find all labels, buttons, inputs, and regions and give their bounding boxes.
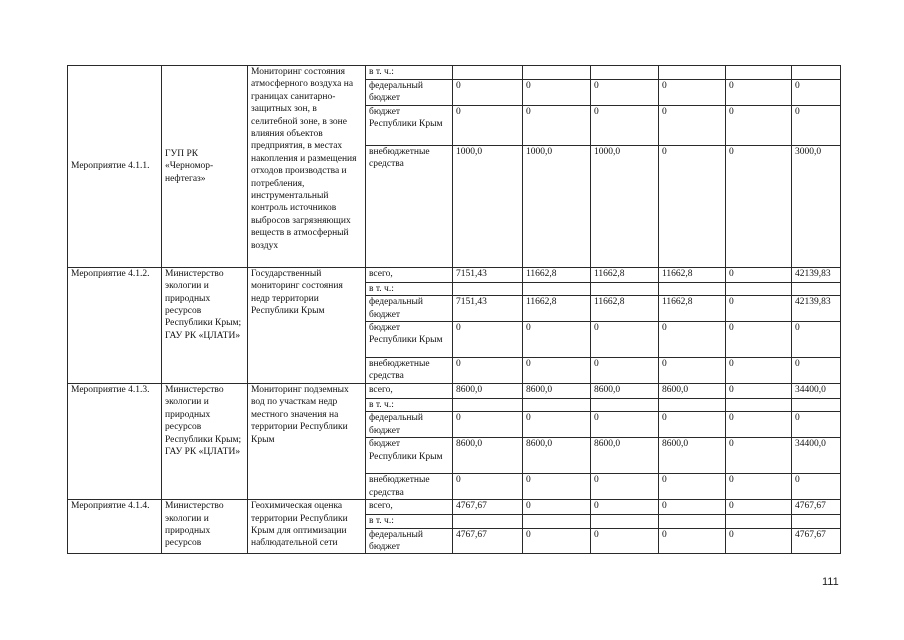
- amount-cell: 0: [591, 412, 659, 438]
- funding-source-cell: федеральный бюджет: [366, 412, 453, 438]
- funding-source-cell: бюджет Республики Крым: [366, 105, 453, 145]
- amount-cell: 0: [453, 358, 523, 384]
- amount-cell: 11662,8: [659, 267, 726, 282]
- amount-cell: [591, 66, 659, 80]
- amount-cell: 8600,0: [453, 438, 523, 474]
- amount-cell: 11662,8: [591, 267, 659, 282]
- amount-cell: 0: [591, 500, 659, 515]
- table-row: [68, 267, 841, 282]
- amount-cell: 0: [659, 474, 726, 500]
- amount-cell: 0: [591, 322, 659, 358]
- amount-cell: 7151,43: [453, 267, 523, 282]
- amount-cell: [591, 515, 659, 528]
- amount-cell: [453, 515, 523, 528]
- funding-source-cell: всего,: [366, 267, 453, 282]
- amount-cell: [523, 66, 591, 80]
- amount-cell: 0: [726, 322, 792, 358]
- funding-source-cell: в т. ч.:: [366, 515, 453, 528]
- amount-cell: 0: [523, 528, 591, 554]
- amount-cell: 0: [726, 267, 792, 282]
- amount-cell: 0: [792, 105, 841, 145]
- description-cell: Государственный мониторинг состояния недр территории Республики Крым: [248, 267, 366, 383]
- funding-source-cell: бюджет Республики Крым: [366, 322, 453, 358]
- amount-cell: 8600,0: [523, 438, 591, 474]
- amount-cell: 0: [726, 384, 792, 399]
- amount-cell: 0: [726, 80, 792, 106]
- amount-cell: 4767,67: [792, 500, 841, 515]
- amount-cell: 0: [523, 358, 591, 384]
- amount-cell: 8600,0: [591, 384, 659, 399]
- amount-cell: 0: [659, 528, 726, 554]
- amount-cell: 11662,8: [659, 296, 726, 322]
- amount-cell: 0: [792, 358, 841, 384]
- description-cell: Геохимическая оценка территории Республики Крым для оптимизации наблюдательной сети: [248, 500, 366, 554]
- measure-cell: Мероприятие 4.1.1.: [68, 66, 162, 268]
- amount-cell: 0: [453, 105, 523, 145]
- amount-cell: 0: [591, 528, 659, 554]
- amount-cell: 1000,0: [591, 145, 659, 267]
- amount-cell: 42139,83: [792, 296, 841, 322]
- table-row: [68, 66, 841, 80]
- description-cell: Мониторинг состояния атмосферного воздуха на границах санитарно-защитных зон, в селитебной зоне, в зоне влияния объектов предприятия, в местах накопления и размещения отходов производства и потребления, инструментальный контроль источников выбросов загрязняющих веществ в атмосферный воздух: [248, 66, 366, 268]
- amount-cell: 0: [726, 528, 792, 554]
- amount-cell: 0: [591, 105, 659, 145]
- amount-cell: 1000,0: [453, 145, 523, 267]
- funding-source-cell: федеральный бюджет: [366, 296, 453, 322]
- amount-cell: 8600,0: [659, 384, 726, 399]
- amount-cell: 4767,67: [453, 528, 523, 554]
- funding-source-cell: бюджет Республики Крым: [366, 438, 453, 474]
- amount-cell: 0: [792, 412, 841, 438]
- table-body: [68, 66, 841, 554]
- amount-cell: [453, 66, 523, 80]
- amount-cell: [591, 399, 659, 412]
- amount-cell: 0: [453, 80, 523, 106]
- amount-cell: 0: [523, 80, 591, 106]
- amount-cell: [591, 282, 659, 295]
- amount-cell: 0: [726, 105, 792, 145]
- amount-cell: [659, 282, 726, 295]
- amount-cell: 3000,0: [792, 145, 841, 267]
- amount-cell: [726, 399, 792, 412]
- amount-cell: 0: [726, 412, 792, 438]
- amount-cell: 0: [523, 322, 591, 358]
- amount-cell: [523, 399, 591, 412]
- amount-cell: [659, 515, 726, 528]
- amount-cell: 11662,8: [591, 296, 659, 322]
- amount-cell: [659, 399, 726, 412]
- amount-cell: 8600,0: [453, 384, 523, 399]
- amount-cell: 0: [591, 474, 659, 500]
- funding-source-cell: в т. ч.:: [366, 66, 453, 80]
- funding-source-cell: внебюджетные средства: [366, 358, 453, 384]
- amount-cell: 0: [591, 358, 659, 384]
- amount-cell: 0: [659, 358, 726, 384]
- amount-cell: 0: [659, 500, 726, 515]
- funding-source-cell: федеральный бюджет: [366, 80, 453, 106]
- amount-cell: 8600,0: [591, 438, 659, 474]
- amount-cell: 0: [659, 145, 726, 267]
- funding-source-cell: всего,: [366, 500, 453, 515]
- amount-cell: 0: [726, 358, 792, 384]
- funding-source-cell: в т. ч.:: [366, 399, 453, 412]
- amount-cell: 0: [792, 322, 841, 358]
- page-number: 111: [822, 576, 839, 588]
- amount-cell: [792, 399, 841, 412]
- measure-cell: Мероприятие 4.1.2.: [68, 267, 162, 383]
- amount-cell: 0: [792, 80, 841, 106]
- funding-table: [67, 65, 841, 554]
- amount-cell: 0: [726, 438, 792, 474]
- amount-cell: 34400,0: [792, 438, 841, 474]
- amount-cell: 0: [726, 145, 792, 267]
- amount-cell: 0: [523, 105, 591, 145]
- amount-cell: [523, 282, 591, 295]
- amount-cell: [726, 515, 792, 528]
- amount-cell: 0: [726, 500, 792, 515]
- amount-cell: 1000,0: [523, 145, 591, 267]
- executor-cell: Министерство экологии и природных ресурсов: [162, 500, 248, 554]
- amount-cell: 42139,83: [792, 267, 841, 282]
- amount-cell: [792, 515, 841, 528]
- amount-cell: 34400,0: [792, 384, 841, 399]
- amount-cell: 0: [523, 474, 591, 500]
- amount-cell: [523, 515, 591, 528]
- amount-cell: [726, 282, 792, 295]
- amount-cell: 0: [523, 412, 591, 438]
- description-cell: Мониторинг подземных вод по участкам недр местного значения на территории Республики Крым: [248, 384, 366, 500]
- funding-source-cell: внебюджетные средства: [366, 474, 453, 500]
- table-row: [68, 500, 841, 515]
- measure-cell: Мероприятие 4.1.3.: [68, 384, 162, 500]
- amount-cell: [726, 66, 792, 80]
- amount-cell: [453, 399, 523, 412]
- amount-cell: 4767,67: [453, 500, 523, 515]
- funding-source-cell: всего,: [366, 384, 453, 399]
- amount-cell: [792, 66, 841, 80]
- amount-cell: 0: [523, 500, 591, 515]
- amount-cell: 0: [659, 322, 726, 358]
- amount-cell: [659, 66, 726, 80]
- table-row: [68, 384, 841, 399]
- amount-cell: 0: [726, 474, 792, 500]
- funding-source-cell: внебюджетные средства: [366, 145, 453, 267]
- amount-cell: 11662,8: [523, 267, 591, 282]
- amount-cell: 8600,0: [659, 438, 726, 474]
- executor-cell: Министерство экологии и природных ресурсов Республики Крым; ГАУ РК «ЦЛАТИ»: [162, 267, 248, 383]
- funding-source-cell: в т. ч.:: [366, 282, 453, 295]
- amount-cell: 0: [591, 80, 659, 106]
- amount-cell: 7151,43: [453, 296, 523, 322]
- executor-cell: Министерство экологии и природных ресурсов Республики Крым; ГАУ РК «ЦЛАТИ»: [162, 384, 248, 500]
- amount-cell: 0: [726, 296, 792, 322]
- amount-cell: 0: [659, 412, 726, 438]
- amount-cell: 4767,67: [792, 528, 841, 554]
- executor-cell: ГУП РК «Черномор-нефтегаз»: [162, 66, 248, 268]
- amount-cell: 0: [659, 80, 726, 106]
- amount-cell: 0: [453, 474, 523, 500]
- amount-cell: 11662,8: [523, 296, 591, 322]
- amount-cell: 0: [453, 322, 523, 358]
- amount-cell: 0: [453, 412, 523, 438]
- amount-cell: 8600,0: [523, 384, 591, 399]
- measure-cell: Мероприятие 4.1.4.: [68, 500, 162, 554]
- amount-cell: [792, 282, 841, 295]
- amount-cell: 0: [659, 105, 726, 145]
- funding-source-cell: федеральный бюджет: [366, 528, 453, 554]
- amount-cell: 0: [792, 474, 841, 500]
- amount-cell: [453, 282, 523, 295]
